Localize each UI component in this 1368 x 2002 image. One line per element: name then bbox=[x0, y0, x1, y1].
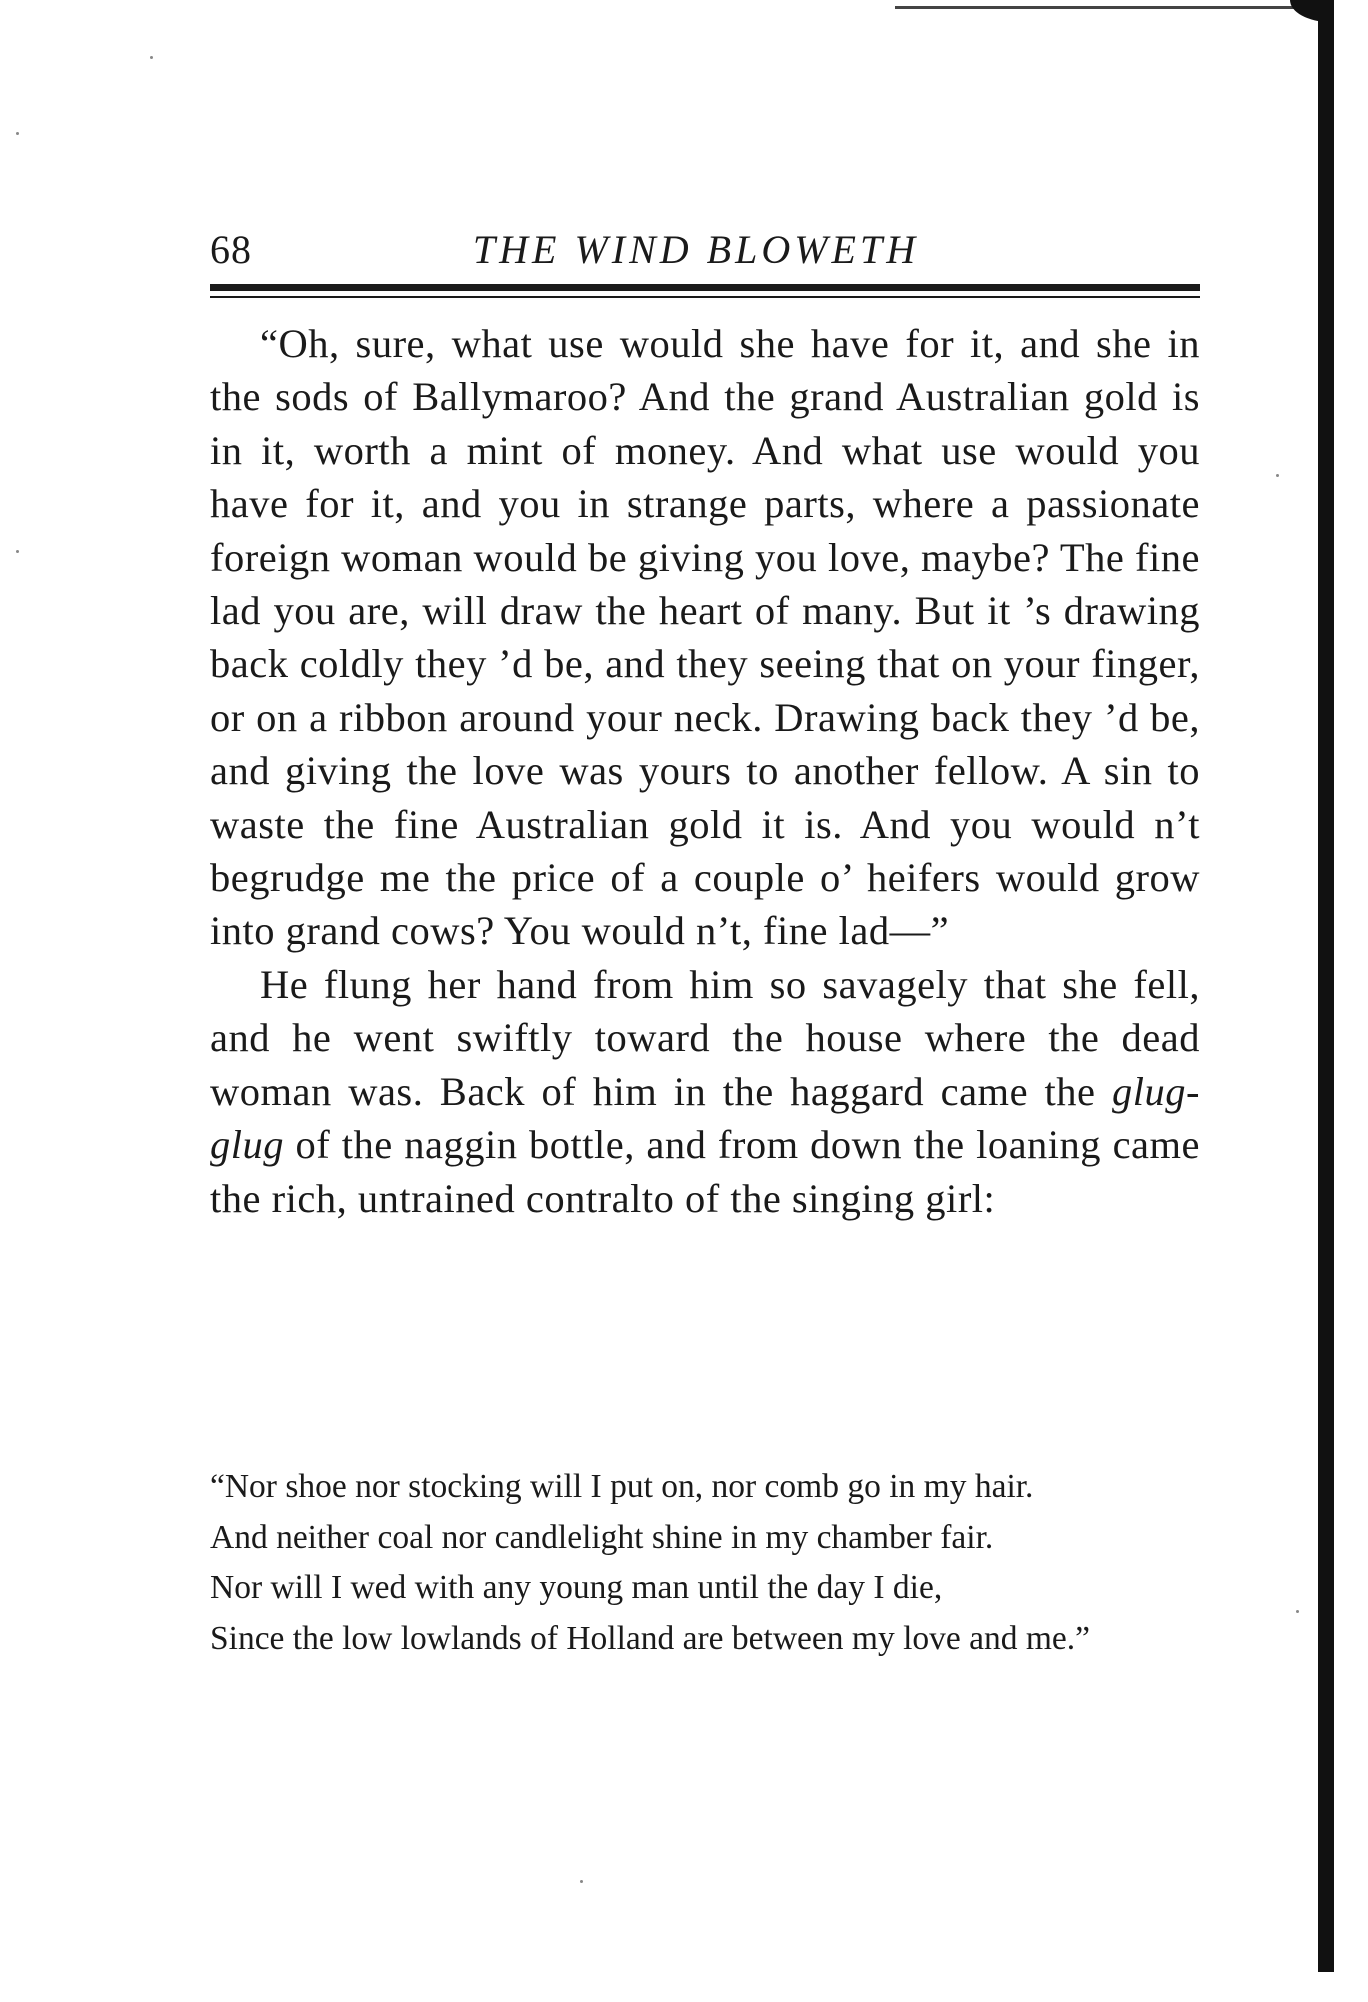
verse-line-3: Nor will I wed with any young man until the day I die, bbox=[210, 1569, 943, 1606]
verse-line-4: Since the low lowlands of Holland are between my love and me.” bbox=[210, 1619, 1091, 1657]
scan-speck bbox=[16, 132, 19, 135]
verse-line-2: And neither coal nor candlelight shine in my chamber fair. bbox=[210, 1518, 994, 1556]
header-rule-thick bbox=[210, 284, 1200, 291]
paragraph-narration bbox=[210, 958, 1200, 1225]
running-header bbox=[210, 222, 1200, 278]
scan-speck bbox=[150, 56, 153, 59]
scan-speck bbox=[16, 550, 19, 553]
verse-line-1: “Nor shoe nor stocking will I put on, nor comb go in my hair. bbox=[210, 1468, 1034, 1505]
scan-binding-edge bbox=[1318, 0, 1334, 1972]
scan-speck bbox=[580, 1880, 583, 1883]
italic-phrase: glug-glug bbox=[210, 1068, 1200, 1168]
scan-speck bbox=[1276, 474, 1279, 477]
paragraph-narration-start: He flung her hand from him so savagely that she fell, and he went swiftly toward the house where the dead woman was. Back of him in the haggard came the bbox=[210, 961, 1200, 1114]
paragraph-narration-end: of the naggin bottle, and from down the loaning came the rich, untrained contralto of the singing girl: bbox=[210, 1122, 1200, 1221]
scan-top-edge-line bbox=[895, 6, 1325, 9]
scan-speck bbox=[1296, 1610, 1299, 1613]
paragraph-dialogue: “Oh, sure, what use would she have for it, and she in the sods of Ballymaroo? And the grand Australian gold is in it, worth a mint of money. And what use would you have for it, and you in strange parts, where a passionate foreign woman would be giving you love, maybe? The fine lad you are, will draw the heart of many. But it ’s drawing back coldly they ’d be, and they seeing that on your finger, or on a ribbon around your neck. Drawing back they ’d be, and giving the love was yours to another fellow. A sin to waste the fine Australian gold it is. And you would n’t begrudge me the price of a couple o’ heifers would grow into grand cows? You would n’t, fine lad—” bbox=[210, 321, 1200, 954]
body-text bbox=[210, 317, 1200, 1225]
page-number: 68 bbox=[210, 227, 252, 272]
header-rule-thin bbox=[210, 296, 1200, 298]
song-verse bbox=[210, 1464, 1200, 1666]
running-title: THE WIND BLOWETH bbox=[472, 227, 920, 272]
